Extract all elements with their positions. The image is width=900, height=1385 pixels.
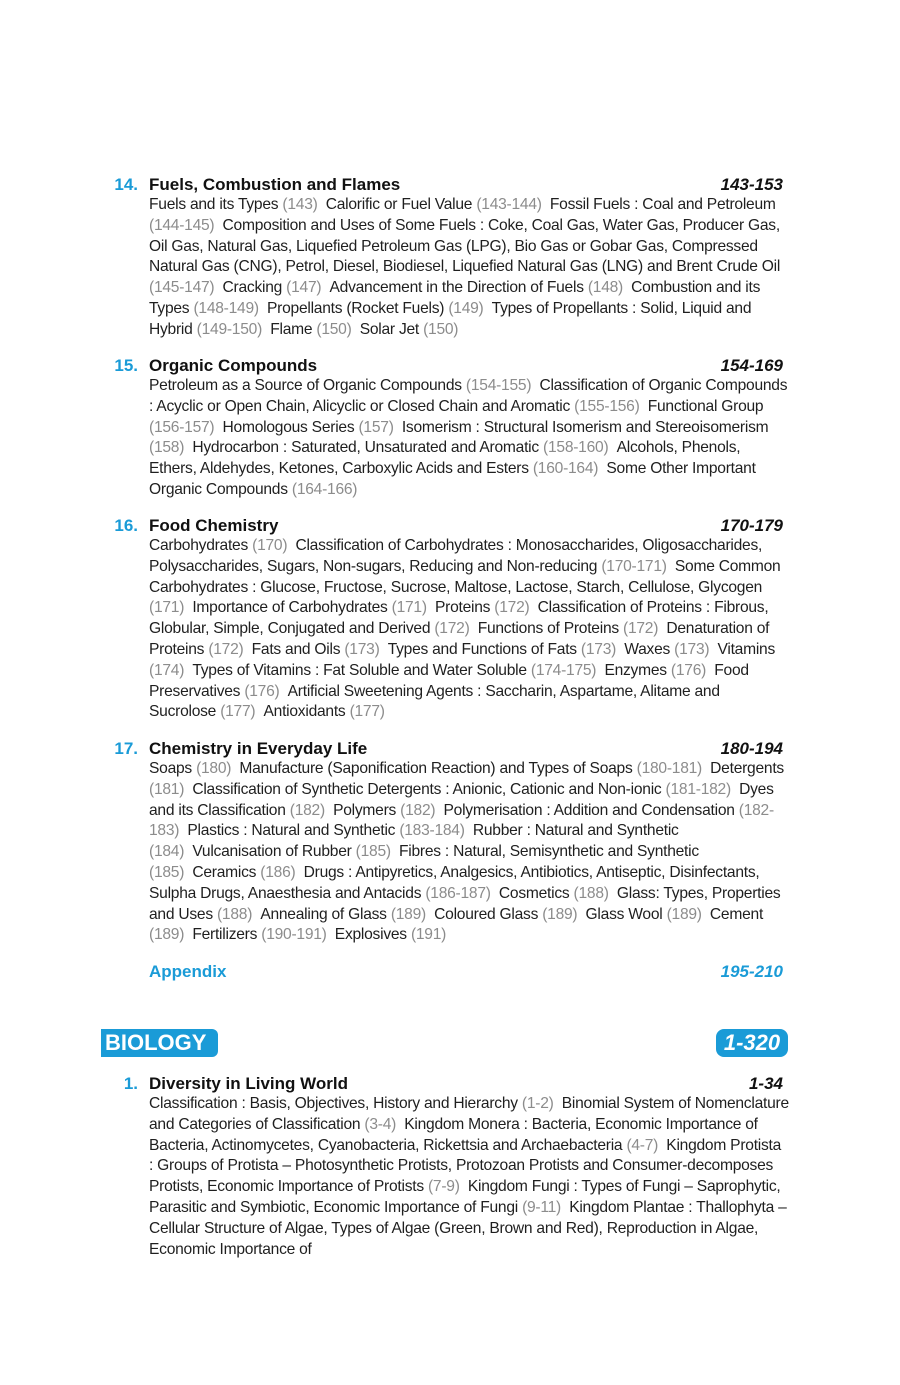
topic-page-ref: (177) <box>220 703 256 721</box>
topic-page-ref: (149-150) <box>196 320 263 338</box>
section-title-badge: BIOLOGY <box>101 1029 218 1057</box>
topic-text: Carbohydrates <box>149 537 249 554</box>
topic-text: Soaps <box>149 760 192 777</box>
topic-page-ref: (164-166) <box>291 480 358 498</box>
topic-page-ref: (3-4) <box>364 1115 397 1133</box>
topic-text: Importance of Carbohydrates <box>192 599 388 617</box>
topic-page-ref: (173) <box>344 640 380 658</box>
topic-text: Some Other Important Organic Compounds <box>149 460 756 498</box>
chapter-title: Organic Compounds <box>149 356 318 375</box>
topic-text: Glass Wool <box>585 905 663 923</box>
topic-page-ref: (172) <box>494 599 530 617</box>
topic-page-ref: (143) <box>282 196 318 213</box>
topic-page-ref: (181) <box>149 780 185 798</box>
chapter-number: 1. <box>123 1074 138 1093</box>
topic-page-ref: (174-175) <box>530 661 597 679</box>
topic-page-ref: (158) <box>149 439 185 457</box>
topic-text: Annealing of Glass <box>260 905 387 923</box>
topic-page-ref: (150) <box>316 320 352 338</box>
topic-page-ref: (172) <box>434 620 470 638</box>
topic-page-ref: (156-157) <box>149 418 215 436</box>
topic-page-ref: (157) <box>358 418 394 436</box>
topic-page-ref: (170) <box>252 537 288 554</box>
topic-text: Rubber : Natural and Synthetic <box>472 822 679 840</box>
topic-page-ref: (184) <box>149 843 185 861</box>
topic-text: Composition and Uses of Some Fuels : Coke, Coal Gas, Water Gas, Producer Gas, Oil Gas, Natural Gas, Liquefied Petroleum Gas (LPG), Bio Gas or Gobar Gas, Compressed Natural Gas (CNG), Petrol, Diesel, Biodiesel, Liquefied Natural Gas (LNG) and Brent Crude Oil <box>149 216 781 276</box>
topic-text: Solar Jet <box>359 320 419 338</box>
topic-text: Some Common Carbohydrates : Glucose, Fructose, Sucrose, Maltose, Lactose, Starch, Cellulose, Glycogen <box>149 557 781 596</box>
topic-text: Isomerism : Structural Isomerism and Stereoisomerism <box>401 418 769 436</box>
topic-page-ref: (170-171) <box>601 557 667 575</box>
topic-page-ref: (150) <box>423 320 459 338</box>
chapter-number: 14. <box>114 175 138 194</box>
topic-page-ref: (147) <box>286 279 322 297</box>
topic-text: Functional Group <box>647 397 764 415</box>
appendix-pages: 195-210 <box>720 962 783 981</box>
chapter-topics <box>149 376 789 501</box>
topic-page-ref: (174) <box>149 661 185 679</box>
topic-text: Denaturation of Proteins <box>149 620 770 658</box>
topic-page-ref: (188) <box>573 884 609 902</box>
chapter-number: 15. <box>114 356 138 375</box>
topic-text: Plastics : Natural and Synthetic <box>187 822 396 840</box>
topic-text: Types of Vitamins : Fat Soluble and Water Soluble <box>192 661 527 679</box>
topic-page-ref: (172) <box>623 620 659 638</box>
topic-text: Vitamins <box>717 640 776 658</box>
topic-text: Drugs : Antipyretics, Analgesics, Antibiotics, Antiseptic, Disinfectants, Sulpha Drugs, Anaesthesia and Antacids <box>149 863 760 902</box>
topic-page-ref: (185) <box>149 863 185 881</box>
topic-page-ref: (171) <box>391 599 427 617</box>
topic-text: Advancement in the Direction of Fuels <box>329 279 584 297</box>
topic-text: Antioxidants <box>263 703 346 721</box>
topic-page-ref: (180-181) <box>636 760 702 777</box>
topic-page-ref: (148-149) <box>193 299 259 317</box>
topic-text: Classification of Organic Compounds : Acyclic or Open Chain, Alicyclic or Closed Chain and Aromatic <box>149 377 788 415</box>
chapter-topics <box>149 1094 789 1260</box>
topic-page-ref: (182-183) <box>149 801 774 840</box>
topic-text: Classification : Basis, Objectives, History and Hierarchy <box>149 1095 518 1112</box>
topic-text: Classification of Synthetic Detergents : Anionic, Cationic and Non-ionic <box>192 780 662 798</box>
topic-page-ref: (154-155) <box>465 377 532 394</box>
topic-text: Propellants (Rocket Fuels) <box>267 299 445 317</box>
topic-page-ref: (155-156) <box>574 397 640 415</box>
topic-text: Coloured Glass <box>434 905 539 923</box>
topic-text: Artificial Sweetening Agents : Saccharin, Aspartame, Alitame and Sucrolose <box>149 682 720 721</box>
topic-text: Fertilizers <box>192 926 258 944</box>
section-pages-badge: 1-320 <box>716 1029 788 1057</box>
topic-text: Glass: Types, Properties and Uses <box>149 884 781 923</box>
topic-page-ref: (183-184) <box>399 822 465 840</box>
topic-text: Food Preservatives <box>149 661 749 700</box>
topic-page-ref: (158-160) <box>543 439 609 457</box>
chapter-number: 17. <box>114 739 138 758</box>
topic-text: Kingdom Monera : Bacteria, Economic Importance of Bacteria, Actinomycetes, Cyanobacteria, Rickettsia and Archaebacteria <box>149 1115 758 1154</box>
topic-text: Fibres : Natural, Semisynthetic and Synthetic <box>399 843 699 861</box>
topic-text: Explosives <box>334 926 407 944</box>
topic-page-ref: (185) <box>355 843 391 861</box>
topic-page-ref: (188) <box>216 905 253 923</box>
topic-page-ref: (189) <box>666 905 702 923</box>
topic-text: Cracking <box>222 279 283 297</box>
topic-page-ref: (173) <box>580 640 617 658</box>
topic-text: Proteins <box>434 599 491 617</box>
topic-text: Kingdom Protista : Groups of Protista – Photosynthetic Protists, Protozoan Protists and Consumer-decomposes Protists, Economic Importance of Protists <box>149 1136 782 1196</box>
topic-page-ref: (186) <box>260 863 296 881</box>
topic-page-ref: (143-144) <box>476 196 542 213</box>
topic-text: Homologous Series <box>222 418 355 436</box>
topic-page-ref: (189) <box>542 905 578 923</box>
topic-page-ref: (176) <box>670 661 707 679</box>
topic-page-ref: (189) <box>390 905 426 923</box>
topic-text: Polymerisation : Addition and Condensation <box>443 801 735 819</box>
topic-text: Hydrocarbon : Saturated, Unsaturated and Aromatic <box>192 439 539 457</box>
topic-text: Combustion and its Types <box>149 279 761 317</box>
chapter-topics <box>149 536 789 723</box>
topic-text: Polymers <box>333 801 397 819</box>
topic-page-ref: (176) <box>244 682 280 700</box>
topic-text: Manufacture (Saponification Reaction) and Types of Soaps <box>239 760 633 777</box>
topic-page-ref: (186-187) <box>425 884 491 902</box>
chapter-pages: 154-169 <box>720 356 783 375</box>
topic-page-ref: (190-191) <box>261 926 327 944</box>
topic-text: Fats and Oils <box>251 640 341 658</box>
topic-text: Kingdom Plantae : Thallophyta – Cellular Structure of Algae, Types of Algae (Green, Brown and Red), Reproduction in Algae, Economic Importance of <box>149 1198 787 1258</box>
topic-page-ref: (189) <box>149 926 185 944</box>
chapter-title: Food Chemistry <box>149 516 279 535</box>
chapter-pages: 1-34 <box>748 1074 783 1093</box>
topic-text: Functions of Proteins <box>477 620 619 638</box>
chapter-title: Diversity in Living World <box>149 1074 348 1093</box>
topic-text: Types of Propellants : Solid, Liquid and Hybrid <box>149 299 752 338</box>
topic-text: Types and Functions of Fats <box>387 640 577 658</box>
appendix-title: Appendix <box>149 962 227 981</box>
topic-text: Cement <box>709 905 764 923</box>
topic-page-ref: (9-11) <box>522 1198 562 1216</box>
topic-page-ref: (1-2) <box>521 1095 554 1112</box>
topic-text: Enzymes <box>604 661 667 679</box>
topic-page-ref: (149) <box>448 299 484 317</box>
chapter-topics <box>149 195 789 341</box>
chapter-title: Fuels, Combustion and Flames <box>149 175 401 194</box>
topic-text: Classification of Carbohydrates : Monosaccharides, Oligosaccharides, Polysaccharides, Sugars, Non-sugars, Reducing and Non-reducing <box>149 537 763 575</box>
chapter-pages: 170-179 <box>720 516 783 535</box>
topic-text: Detergents <box>710 760 784 777</box>
chapter-topics <box>149 759 789 946</box>
topic-text: Fossil Fuels : Coal and Petroleum <box>549 196 776 213</box>
topic-text: Ceramics <box>192 863 257 881</box>
topic-page-ref: (171) <box>149 599 185 617</box>
topic-page-ref: (4-7) <box>626 1136 659 1154</box>
topic-page-ref: (180) <box>196 760 232 777</box>
topic-text: Binomial System of Nomenclature and Categories of Classification <box>149 1095 789 1133</box>
topic-page-ref: (173) <box>674 640 710 658</box>
topic-text: Waxes <box>624 640 671 658</box>
topic-text: Petroleum as a Source of Organic Compounds <box>149 377 462 394</box>
topic-page-ref: (144-145) <box>149 216 215 234</box>
topic-page-ref: (181-182) <box>665 780 731 798</box>
topic-page-ref: (148) <box>587 279 623 297</box>
topic-text: Cosmetics <box>498 884 570 902</box>
topic-page-ref: (145-147) <box>149 279 215 297</box>
topic-page-ref: (182) <box>289 801 325 819</box>
topic-page-ref: (7-9) <box>427 1178 460 1196</box>
topic-text: Classification of Proteins : Fibrous, Globular, Simple, Conjugated and Derived <box>149 599 769 638</box>
topic-text: Kingdom Fungi : Types of Fungi – Saprophytic, Parasitic and Symbiotic, Economic Importance of Fungi <box>149 1178 781 1216</box>
chapter-pages: 180-194 <box>720 739 783 758</box>
topic-text: Dyes and its Classification <box>149 780 774 819</box>
topic-page-ref: (182) <box>400 801 436 819</box>
topic-page-ref: (160-164) <box>532 460 599 478</box>
topic-page-ref: (172) <box>208 640 244 658</box>
topic-text: Flame <box>270 320 313 338</box>
chapter-number: 16. <box>114 516 138 535</box>
topic-page-ref: (177) <box>349 703 385 721</box>
topic-text: Alcohols, Phenols, Ethers, Aldehydes, Ketones, Carboxylic Acids and Esters <box>149 439 741 478</box>
chapter-title: Chemistry in Everyday Life <box>149 739 368 758</box>
topic-page-ref: (191) <box>410 926 447 944</box>
chapter-pages: 143-153 <box>720 175 783 194</box>
topic-text: Calorific or Fuel Value <box>325 196 473 213</box>
topic-text: Fuels and its Types <box>149 196 279 213</box>
topic-text: Vulcanisation of Rubber <box>192 843 352 861</box>
